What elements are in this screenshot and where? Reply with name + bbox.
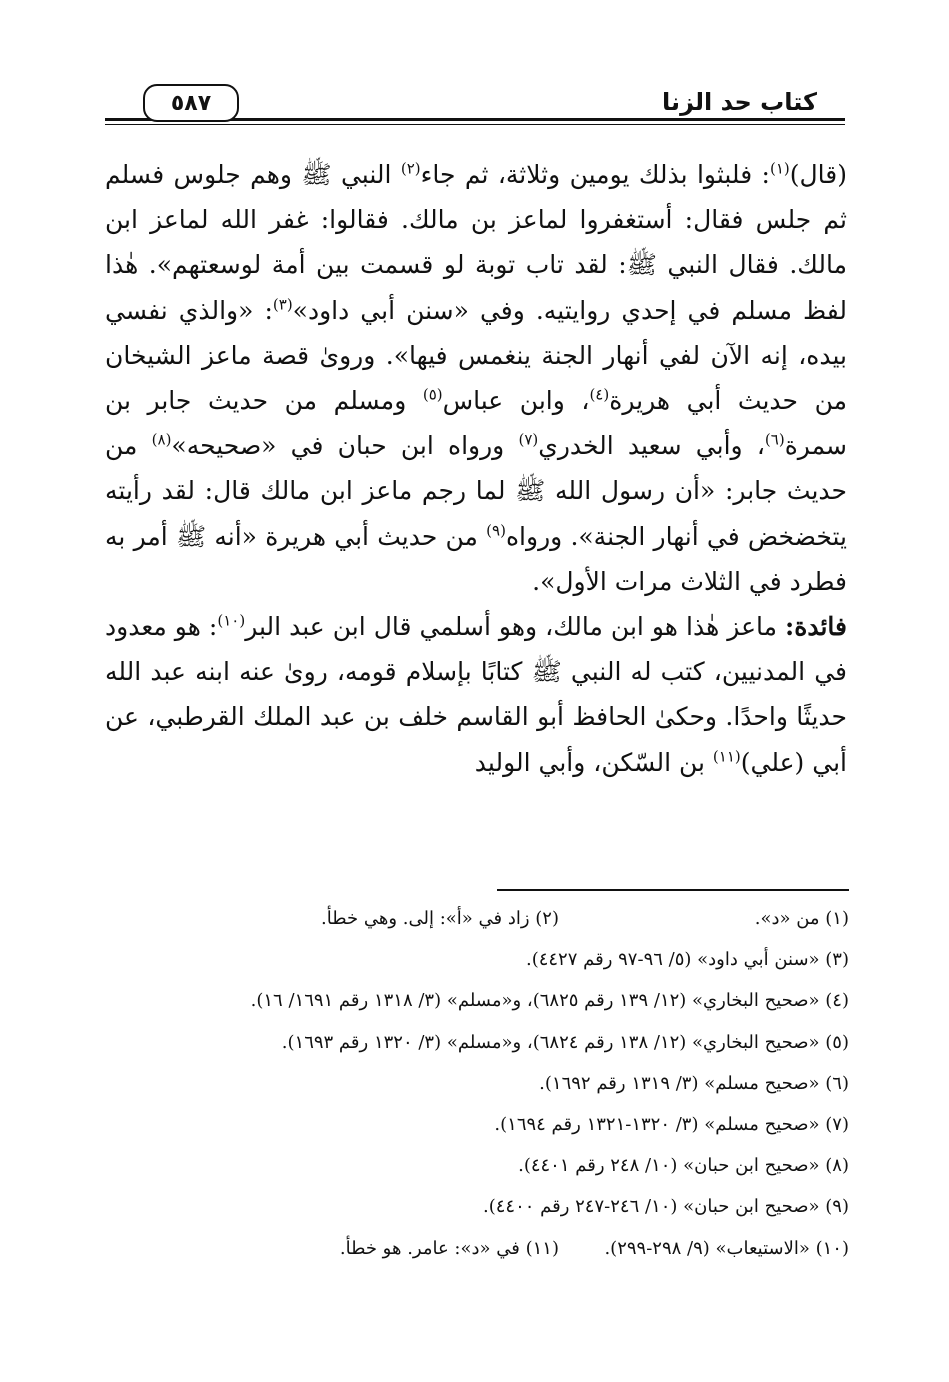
- footnote-5: (٥) «صحيح البخاري» (١٢/ ١٣٨ رقم ٦٨٢٤)، و«مسلم» (٣/ ١٣٢٠ رقم ١٦٩٣).: [281, 1031, 849, 1053]
- footnote-ref[interactable]: (١): [769, 159, 790, 178]
- footnote-row: [105, 898, 849, 939]
- footnote-6: (٦) «صحيح مسلم» (٣/ ١٣١٩ رقم ١٦٩٢).: [539, 1072, 849, 1094]
- footnote-ref[interactable]: (٧): [518, 430, 539, 449]
- text-run: : «والذي نفسي بيده، إنه الآن لفي أنهار الجنة ينغمس فيها». وروىٰ قصة ماعز الشيخان من حديث أبي هريرة: [105, 295, 847, 416]
- footnote-ref[interactable]: (٤): [589, 385, 610, 404]
- text-run: من حديث أبي هريرة «أنه ﷺ أمر به فطرد في الثلاث مرات الأول».: [105, 521, 847, 596]
- footnote-4: (٤) «صحيح البخاري» (١٢/ ١٣٩ رقم ٦٨٢٥)، و«مسلم» (٣/ ١٣١٨ رقم ١٦٩١/ ١٦).: [250, 990, 849, 1012]
- footnote-row: [105, 1063, 849, 1104]
- footnote-ref[interactable]: (٨): [151, 430, 172, 449]
- text-run: بن السّكن، وأبي الوليد: [474, 747, 713, 777]
- header-rule-thin: [105, 124, 845, 125]
- footnotes: [105, 898, 849, 1269]
- text-run: ورواه ابن حبان في «صحيحه»: [171, 431, 519, 461]
- footnote-separator: [497, 889, 849, 891]
- footnote-2: (٢) زاد في «أ»: إلى. وهي خطأ.: [321, 908, 559, 929]
- footnote-8: (٨) «صحيح ابن حبان» (١٠/ ٢٤٨ رقم ٤٤٠١).: [518, 1155, 849, 1177]
- paragraph: [105, 604, 847, 785]
- paragraph: [105, 152, 847, 604]
- footnote-ref[interactable]: (٥): [422, 385, 443, 404]
- footnote-row: [105, 1104, 849, 1145]
- footnote-ref[interactable]: (٦): [764, 430, 785, 449]
- footnote-10: (١٠) «الاستيعاب» (٩/ ٢٩٨-٢٩٩).: [604, 1237, 849, 1259]
- footnote-ref[interactable]: (١١): [712, 747, 741, 766]
- footnote-9: (٩) «صحيح ابن حبان» (١٠/ ٢٤٦-٢٤٧ رقم ٤٤٠٠).: [482, 1196, 849, 1218]
- page-number: ٥٨٧: [143, 84, 239, 122]
- page-header: [105, 82, 845, 132]
- text-run: ، وابن عباس: [442, 386, 590, 416]
- text-run: : فلبثوا بذلك يومين وثلاثة، ثم جاء: [420, 160, 770, 189]
- chapter-title: كتاب حد الزنا: [662, 88, 817, 116]
- footnote-row: [105, 1186, 849, 1227]
- text-run: ماعز هٰذا هو ابن مالك، وهو أسلمي قال ابن عبد البر: [245, 612, 786, 642]
- footnote-7: (٧) «صحيح مسلم» (٣/ ١٣٢٠-١٣٢١ رقم ١٦٩٤).: [494, 1114, 849, 1136]
- footnote-row: [105, 1145, 849, 1186]
- footnote-ref[interactable]: (٣): [272, 295, 293, 314]
- footnote-ref[interactable]: (١٠): [217, 611, 246, 630]
- text-run: : هو معدود في المدنيين، كتب له النبي ﷺ كتابًا بإسلام قومه، روىٰ عنه ابنه عبد الله حديثًا واحدًا. وحكىٰ الحافظ أبو القاسم خلف بن عبد الملك القرطبي، عن أبي (علي): [105, 612, 847, 777]
- footnote-row: [105, 980, 849, 1021]
- footnote-11: (١١) في «د»: عامر. هو خطأ.: [339, 1237, 559, 1259]
- footnote-ref[interactable]: (٩): [486, 521, 506, 540]
- footnote-3: (٣) «سنن أبي داود» (٥/ ٩٦-٩٧ رقم ٤٤٢٧).: [525, 949, 849, 971]
- text-run: من حديث جابر: «أن رسول الله ﷺ لما رجم ماعز ابن مالك قال: لقد رأيته يتخضخض في أنهار الجنة». ورواه: [105, 431, 847, 551]
- footnote-row: [105, 939, 849, 980]
- text-run: ، وأبي سعيد الخدري: [538, 431, 765, 461]
- footnote-row: [105, 1022, 849, 1063]
- text-run: (قال): [789, 160, 847, 189]
- footnote-1: (١) من «د».: [754, 908, 849, 929]
- paragraph-lead: فائدة:: [785, 612, 847, 642]
- footnote-ref[interactable]: (٢): [400, 159, 421, 178]
- main-text: [105, 152, 847, 785]
- footnote-row: [105, 1228, 849, 1269]
- text-run: ومسلم من حديث جابر بن سمرة: [105, 386, 847, 461]
- text-run: النبي ﷺ وهم جلوس فسلم ثم جلس فقال: أستغفروا لماعز بن مالك. فقالوا: غفر الله لماعز ابن مالك. فقال النبي ﷺ: لقد تاب توبة لو قسمت بين أمة لوسعتهم». هٰذا لفظ مسلم في إحدي روايتيه. وفي «سنن أبي داود»: [105, 160, 848, 325]
